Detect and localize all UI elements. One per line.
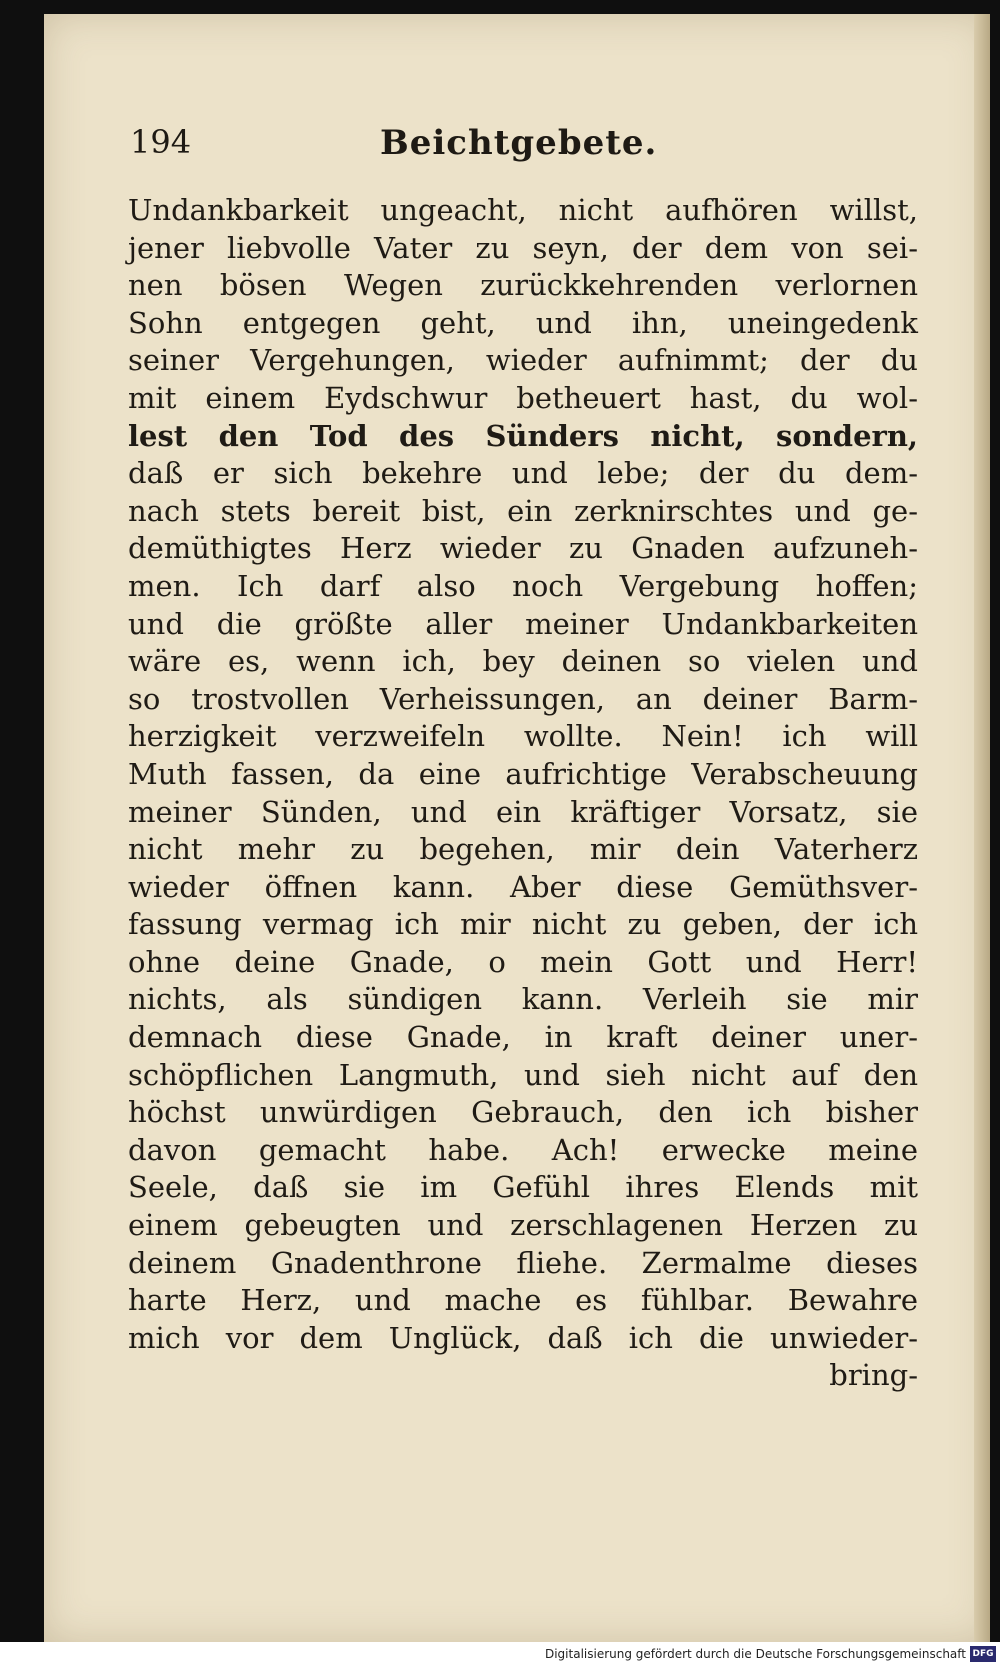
page-header [130, 123, 830, 173]
text-line: seiner Vergehungen, wieder aufnimmt; der du [128, 343, 918, 378]
text-line: Sohn entgegen geht, und ihn, uneingedenk [128, 305, 918, 340]
text-line: demüthigtes Herz wieder zu Gnaden aufzuneh- [128, 531, 918, 566]
text-line: und die größte aller meiner Undankbarkeiten [128, 606, 918, 641]
funding-credit: Digitalisierung gefördert durch die Deutsche Forschungsgemeinschaft [544, 1647, 966, 1661]
text-line: mich vor dem Unglück, daß ich die unwieder- [128, 1320, 918, 1355]
text-line: wäre es, wenn ich, bey deinen so vielen und [128, 644, 918, 679]
text-line: Undankbarkeit ungeacht, nicht aufhören willst, [128, 193, 918, 227]
text-line: herzigkeit verzweifeln wollte. Nein! ich will [128, 719, 918, 754]
text-line: harte Herz, und mache es fühlbar. Bewahre [128, 1283, 918, 1318]
text-line: men. Ich darf also noch Vergebung hoffen; [128, 568, 918, 603]
text-line: deinem Gnadenthrone fliehe. Zermalme dieses [128, 1245, 918, 1280]
text-line: nach stets bereit bist, ein zerknirschtes und ge- [128, 493, 918, 528]
text-line: nichts, als sündigen kann. Verleih sie mir [128, 982, 918, 1017]
text-line: Muth fassen, da eine aufrichtige Verabscheuung [128, 756, 918, 791]
dfg-logo: DFG [970, 1646, 996, 1662]
text-line: wieder öffnen kann. Aber diese Gemüthsver- [128, 869, 918, 904]
text-line: einem gebeugten und zerschlagenen Herzen zu [128, 1208, 918, 1243]
footer-bar [0, 1642, 1000, 1668]
text-line: mit einem Eydschwur betheuert hast, du wol- [128, 380, 918, 415]
text-line: nicht mehr zu begehen, mir dein Vaterherz [128, 832, 918, 867]
text-line: davon gemacht habe. Ach! erwecke meine [128, 1132, 918, 1167]
text-line: meiner Sünden, und ein kräftiger Vorsatz, sie [128, 794, 918, 829]
text-line: demnach diese Gnade, in kraft deiner uner- [128, 1020, 918, 1055]
text-line: Seele, daß sie im Gefühl ihres Elends mit [128, 1170, 918, 1205]
text-line: jener liebvolle Vater zu seyn, der dem von sei- [128, 230, 918, 265]
text-line: fassung vermag ich mir nicht zu geben, der ich [128, 907, 918, 942]
text-line: schöpflichen Langmuth, und sieh nicht auf den [128, 1057, 918, 1092]
text-line: nen bösen Wegen zurückkehrenden verlornen [128, 268, 918, 303]
text-line: lest den Tod des Sünders nicht, sondern, [128, 418, 918, 453]
body-text [128, 192, 918, 1395]
text-line: ohne deine Gnade, o mein Gott und Herr! [128, 944, 918, 979]
catchword: bring- [829, 1358, 918, 1393]
text-line: daß er sich bekehre und lebe; der du dem- [128, 456, 918, 491]
text-line: so trostvollen Verheissungen, an deiner Barm- [128, 681, 918, 716]
text-line: höchst unwürdigen Gebrauch, den ich bisher [128, 1095, 918, 1130]
page-number: 194 [130, 123, 192, 161]
running-head: Beichtgebete. [380, 123, 658, 163]
page-edge [974, 14, 990, 1642]
